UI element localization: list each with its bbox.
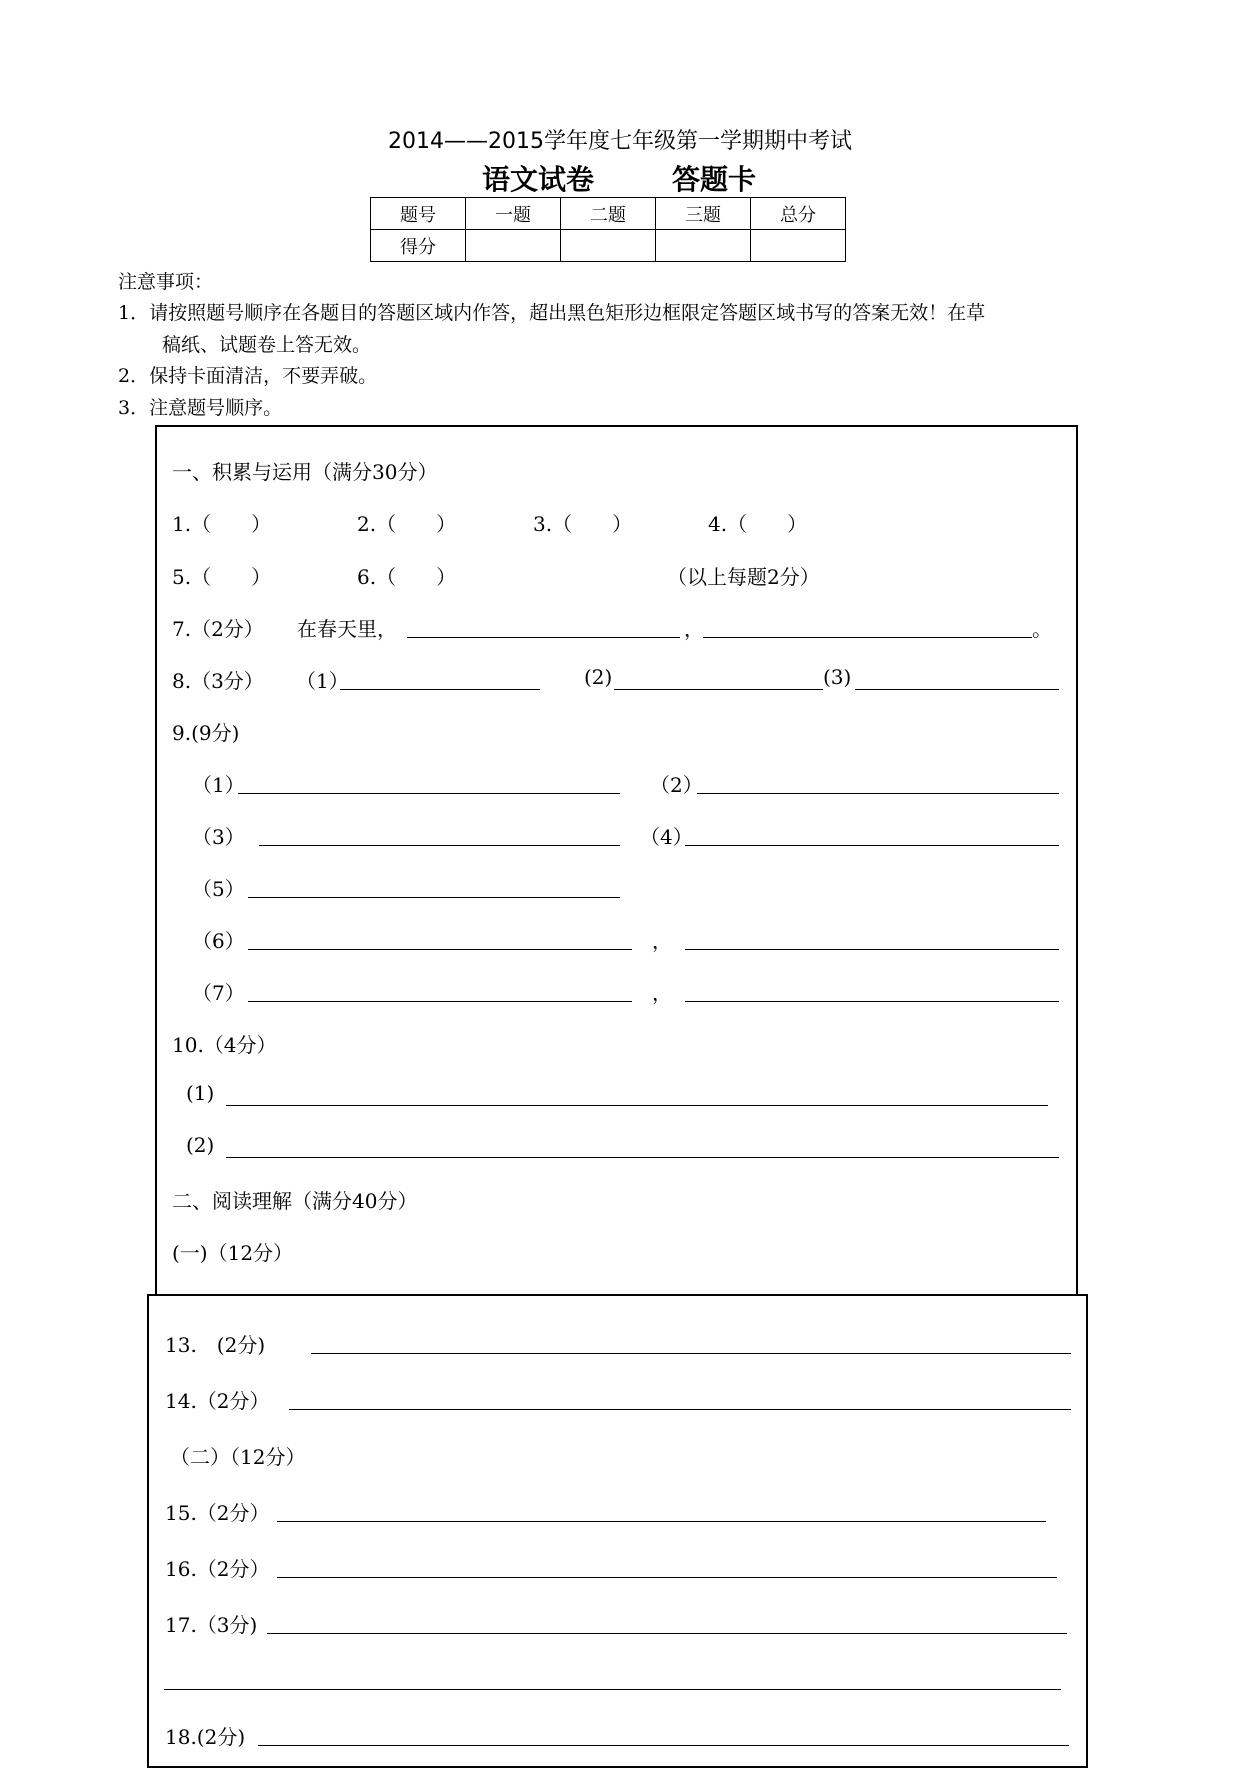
notes-heading: 注意事项： [118, 271, 214, 293]
score-cell[interactable] [561, 230, 656, 262]
note-item: 2．保持卡面清洁，不要弄破。 [118, 365, 378, 387]
score-row-label: 得分 [371, 230, 466, 262]
exam-title: 2014——2015学年度七年级第一学期期中考试 [388, 129, 852, 154]
q8-answer-line-3[interactable] [855, 689, 1059, 690]
q17-answer-line-1[interactable] [267, 1633, 1067, 1634]
score-table-header: 题号 [371, 198, 466, 230]
score-note: （以上每题2分） [667, 565, 820, 589]
q9-part-label: （4） [640, 825, 693, 849]
answer-sheet-title: 答题卡 [672, 163, 757, 196]
section2-heading: 二、阅读理解（满分40分） [172, 1189, 418, 1213]
choice-q2[interactable]: 2.（ ） [357, 512, 457, 536]
section2-part1-label: (一)（12分） [172, 1241, 294, 1265]
q15-label: 15.（2分） [165, 1501, 270, 1525]
section2-part2-label: （二）（12分） [170, 1445, 306, 1469]
q8-part-label: (3) [823, 665, 852, 689]
q15-answer-line[interactable] [277, 1521, 1046, 1522]
section1-heading: 一、积累与运用（满分30分） [172, 460, 438, 484]
q7-period: 。 [1032, 617, 1052, 641]
q9-answer-line-7b[interactable] [685, 1001, 1059, 1002]
score-cell[interactable] [751, 230, 846, 262]
q9-answer-line-6a[interactable] [248, 949, 632, 950]
q18-label: 18.(2分) [165, 1725, 246, 1749]
q9-comma: ， [652, 929, 672, 953]
score-table-header: 三题 [656, 198, 751, 230]
q10-answer-line-2[interactable] [226, 1157, 1059, 1158]
q18-answer-line[interactable] [258, 1745, 1069, 1746]
q8-answer-line-2[interactable] [614, 689, 823, 690]
q17-label: 17.（3分) [165, 1613, 258, 1637]
q14-answer-line[interactable] [289, 1409, 1071, 1410]
q9-answer-line-7a[interactable] [248, 1001, 632, 1002]
q9-part-label: （6） [192, 929, 245, 953]
score-table-header: 总分 [751, 198, 846, 230]
q8-part-label: （1） [296, 669, 349, 693]
q10-part-label: (2) [186, 1133, 215, 1157]
q16-answer-line[interactable] [277, 1577, 1057, 1578]
score-cell[interactable] [466, 230, 561, 262]
q8-label: 8.（3分） [172, 669, 264, 693]
q9-answer-line-4[interactable] [685, 845, 1059, 846]
q7-answer-line-1[interactable] [407, 637, 680, 638]
q10-answer-line-1[interactable] [226, 1105, 1048, 1106]
q7-label: 7.（2分） [172, 617, 264, 641]
q9-answer-line-6b[interactable] [685, 949, 1059, 950]
note-item: 1．请按照题号顺序在各题目的答题区域内作答，超出黑色矩形边框限定答题区域书写的答案无效！在草 [118, 302, 986, 324]
score-table-score-row [371, 230, 846, 262]
q8-answer-line-1[interactable] [340, 689, 540, 690]
subject-title: 语文试卷 [482, 163, 595, 196]
answer-box-section2 [147, 1294, 1088, 1768]
q9-part-label: （1） [192, 773, 245, 797]
q7-comma: ， [684, 617, 704, 641]
q17-answer-line-2[interactable] [164, 1689, 1061, 1690]
q9-comma: ， [652, 981, 672, 1005]
q9-answer-line-1[interactable] [238, 793, 620, 794]
choice-q4[interactable]: 4.（ ） [708, 512, 808, 536]
q8-part-label: (2) [584, 665, 613, 689]
score-table-header: 一题 [466, 198, 561, 230]
q7-answer-line-2[interactable] [703, 637, 1032, 638]
choice-q3[interactable]: 3.（ ） [533, 512, 633, 536]
choice-q5[interactable]: 5.（ ） [172, 565, 272, 589]
q9-part-label: （3） [192, 825, 245, 849]
score-table [370, 197, 846, 262]
q13-label: 13. (2分) [165, 1333, 266, 1357]
q14-label: 14.（2分） [165, 1389, 270, 1413]
q16-label: 16.（2分） [165, 1557, 270, 1581]
q9-answer-line-3[interactable] [259, 845, 620, 846]
q10-label: 10.（4分） [172, 1033, 277, 1057]
note-item: 稿纸、试题卷上答无效。 [162, 334, 372, 356]
q9-answer-line-2[interactable] [697, 793, 1059, 794]
score-cell[interactable] [656, 230, 751, 262]
q10-part-label: (1) [186, 1081, 215, 1105]
score-table-header: 二题 [561, 198, 656, 230]
choice-q6[interactable]: 6.（ ） [357, 565, 457, 589]
score-table-header-row [371, 198, 846, 230]
q9-answer-line-5[interactable] [248, 897, 620, 898]
note-item: 3．注意题号顺序。 [118, 397, 283, 419]
q9-label: 9.(9分) [172, 721, 240, 745]
q9-part-label: （7） [192, 981, 245, 1005]
q7-prompt: 在春天里， [297, 617, 397, 641]
q9-part-label: （5） [192, 877, 245, 901]
q9-part-label: （2） [650, 773, 703, 797]
q13-answer-line[interactable] [311, 1353, 1071, 1354]
choice-q1[interactable]: 1.（ ） [172, 512, 272, 536]
answer-box-section1 [155, 425, 1078, 1297]
